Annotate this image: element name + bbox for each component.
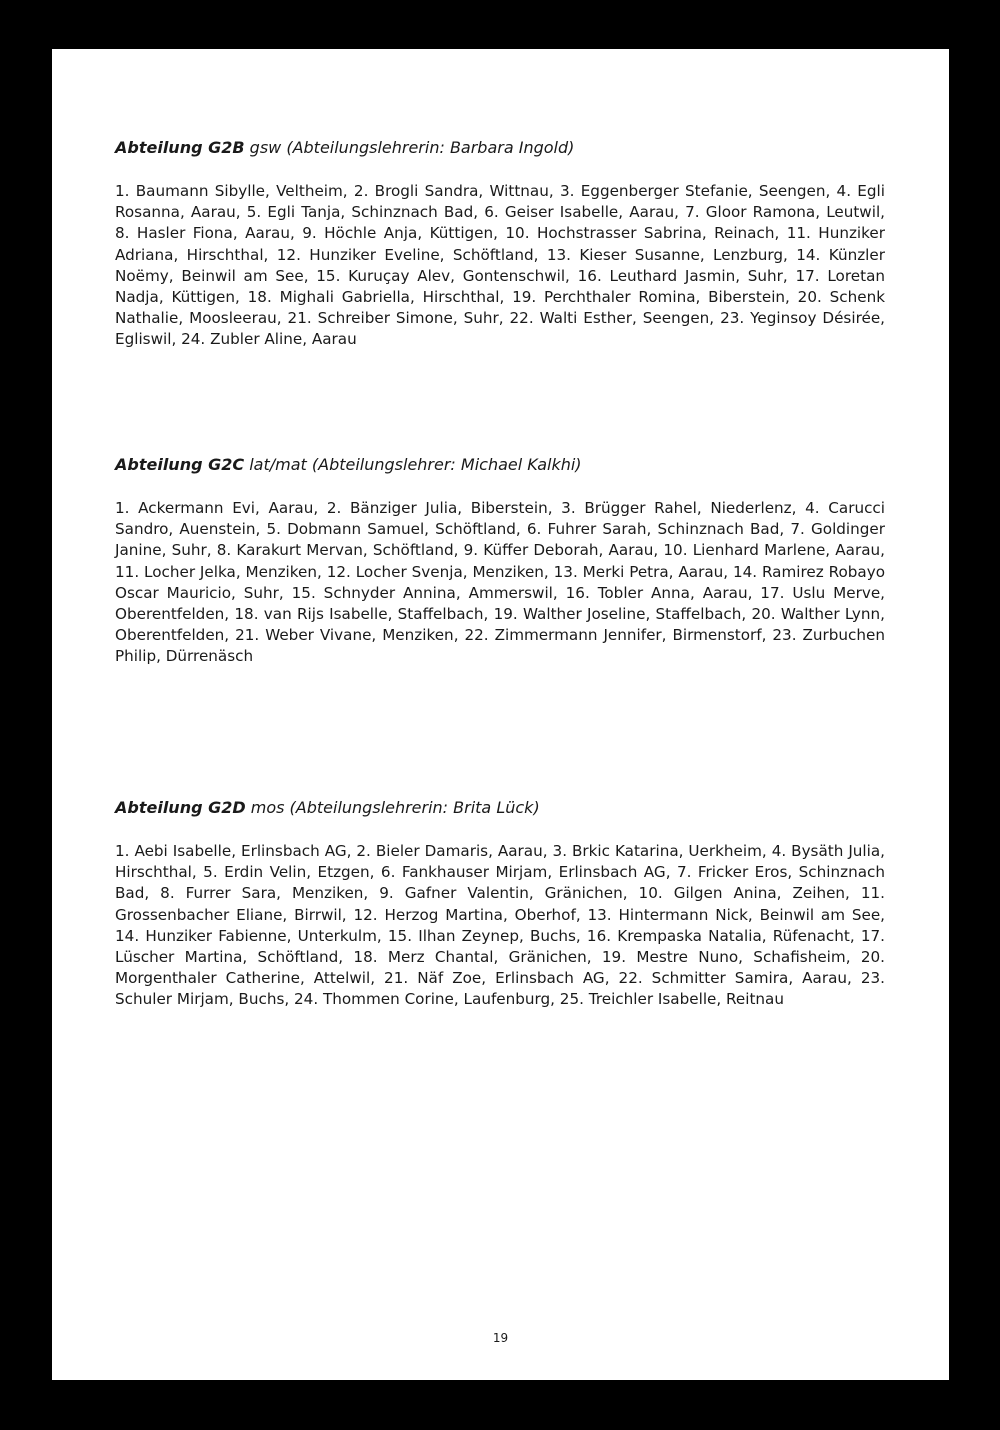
student-list: 1. Baumann Sibylle, Veltheim, 2. Brogli Sandra, Wittnau, 3. Eggenberger Stefanie, Seengen, 4. Egli Rosanna, Aarau, 5. Egli Tanja, Schinznach Bad, 6. Geiser Isabelle, Aarau, 7. Gloor Ramona, Leutwil, 8. Hasler Fiona, Aarau, 9. Höchle Anja, Küttigen, 10. Hochstrasser Sabrina, Reinach, 11. Hunziker Adriana, Hirschthal, 12. Hunziker Eveline, Schöftland, 13. Kieser Susanne, Lenzburg, 14. Künzler Noëmy, Beinwil am See, 15. Kuruçay Alev, Gontenschwil, 16. Leuthard Jasmin, Suhr, 17. Loretan Nadja, Küttigen, 18. Mighali Gabriella, Hirschthal, 19. Perchthaler Romina, Biberstein, 20. Schenk Nathalie, Moosleerau, 21. Schreiber Simone, Suhr, 22. Walti Esther, Seengen, 23. Yeginsoy Désirée, Egliswil, 24. Zubler Aline, Aarau — [115, 182, 885, 349]
section-heading-rest: lat/mat (Abteilungslehrer: Michael Kalkhi) — [244, 455, 582, 474]
section-heading — [115, 455, 885, 475]
class-section-g2d — [115, 798, 885, 1011]
page-number: 19 — [492, 1331, 509, 1345]
section-heading — [115, 798, 885, 818]
section-heading-bold: Abteilung G2C — [115, 455, 245, 474]
section-heading-bold: Abteilung G2B — [115, 138, 245, 157]
section-heading-rest: mos (Abteilungslehrerin: Brita Lück) — [245, 798, 540, 817]
class-section-g2b — [115, 138, 885, 351]
section-heading-rest: gsw (Abteilungslehrerin: Barbara Ingold) — [244, 138, 575, 157]
student-list: 1. Aebi Isabelle, Erlinsbach AG, 2. Bieler Damaris, Aarau, 3. Brkic Katarina, Uerkheim, 4. Bysäth Julia, Hirschthal, 5. Erdin Velin, Etzgen, 6. Fankhauser Mirjam, Erlinsbach AG, 7. Fricker Eros, Schinznach Bad, 8. Furrer Sara, Menziken, 9. Gafner Valentin, Gränichen, 10. Gilgen Anina, Zeihen, 11. Grossenbacher Eliane, Birrwil, 12. Herzog Martina, Oberhof, 13. Hintermann Nick, Beinwil am See, 14. Hunziker Fabienne, Unterkulm, 15. Ilhan Zeynep, Buchs, 16. Krempaska Natalia, Rüfenacht, 17. Lüscher Martina, Schöftland, 18. Merz Chantal, Gränichen, 19. Mestre Nuno, Schafisheim, 20. Morgenthaler Catherine, Attelwil, 21. Näf Zoe, Erlinsbach AG, 22. Schmitter Samira, Aarau, 23. Schuler Mirjam, Buchs, 24. Thommen Corine, Laufenburg, 25. Treichler Isabelle, Reitnau — [115, 842, 885, 1009]
document-page — [52, 49, 949, 1380]
section-heading-bold: Abteilung G2D — [115, 798, 246, 817]
class-section-g2c — [115, 455, 885, 668]
student-list: 1. Ackermann Evi, Aarau, 2. Bänziger Julia, Biberstein, 3. Brügger Rahel, Niederlenz, 4. Carucci Sandro, Auenstein, 5. Dobmann Samuel, Schöftland, 6. Fuhrer Sarah, Schinznach Bad, 7. Goldinger Janine, Suhr, 8. Karakurt Mervan, Schöftland, 9. Küffer Deborah, Aarau, 10. Lienhard Marlene, Aarau, 11. Locher Jelka, Menziken, 12. Locher Svenja, Menziken, 13. Merki Petra, Aarau, 14. Ramirez Robayo Oscar Mauricio, Suhr, 15. Schnyder Annina, Ammerswil, 16. Tobler Anna, Aarau, 17. Uslu Merve, Oberentfelden, 18. van Rijs Isabelle, Staffelbach, 19. Walther Joseline, Staffelbach, 20. Walther Lynn, Oberentfelden, 21. Weber Vivane, Menziken, 22. Zimmermann Jennifer, Birmenstorf, 23. Zurbuchen Philip, Dürrenäsch — [115, 499, 885, 666]
section-heading — [115, 138, 885, 158]
